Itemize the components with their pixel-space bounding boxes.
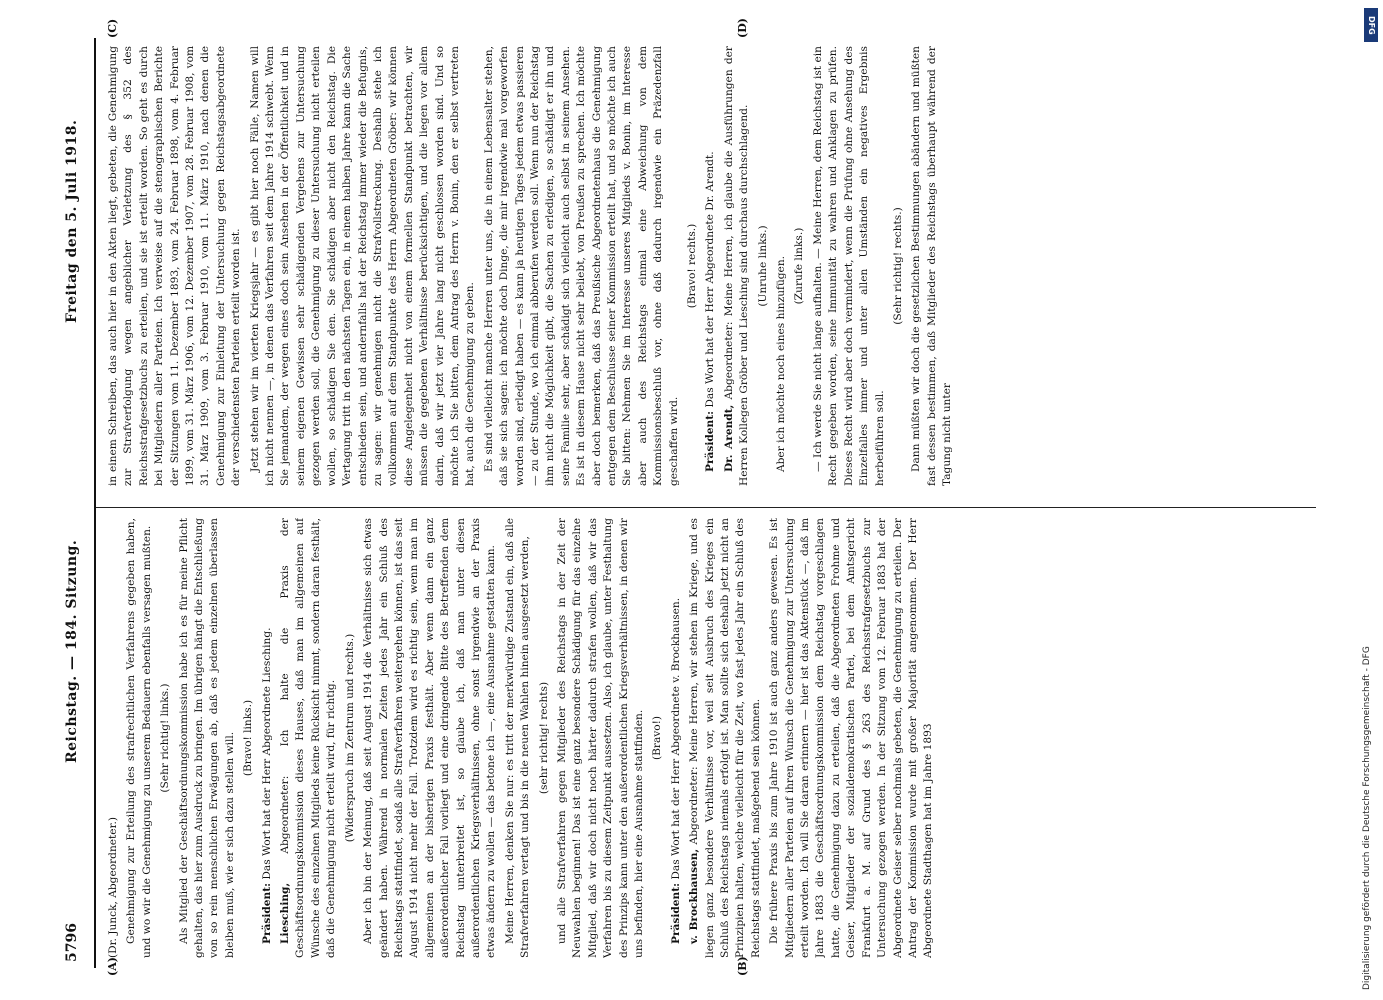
president-statement	[260, 518, 275, 958]
paragraph: in einem Schreiben, das auch hier in den Akten liegt, gebeten, die Genehmigung zur Strafverfolgung wegen angeblicher Verletzung des § 352 des Reichsstrafgesetzbuchs zu erteilen, und sie ist erteilt worden. So geht es durch bei Mitgliedern aller Parteien. Ich verweise auf die stenographischen Berichte der Sitzungen vom 11. Dezember 1893, vom 24. Februar 1898, vom 4. Februar 1899, vom 31. März 1906, vom 12. Dezember 1907, vom 28. Februar 1908, vom 31. März 1909, vom 3. Februar 1910, vom 11. März 1910, nach denen die Genehmigung zur Einleitung der Untersuchung gegen Reichstagsabgeordnete der verschiedensten Parteien erteilt worden ist.	[107, 46, 243, 486]
interjection: (Bravo! rechts.)	[686, 223, 699, 309]
speaker-label: Präsident:	[669, 882, 682, 944]
margin-marker-d: (D)	[736, 18, 749, 38]
interjection: (Sehr richtig! rechts.)	[891, 207, 904, 325]
margin-marker-a: (A)	[106, 957, 119, 976]
digitization-credit: Digitalisierung gefördert durch die Deutsche Forschungsgemeinschaft - DFG	[1362, 646, 1372, 990]
page-number: 5796	[64, 923, 80, 962]
paragraph: Aber ich bin der Meinung, daß seit August 1914 die Verhältnisse sich etwas geändert haben. Während in normalen Zeiten jedes Jahr ein Schluß des Reichstags stattfindet, sodaß alle Strafverfahren weitergehen können, ist das seit August 1914 nicht mehr der Fall. Trotzdem wird es richtig sein, wenn man im allgemeinen an der bisherigen Praxis festhält. Aber wenn dann ein ganz außerordentlicher Fall vorliegt und eine dringende Bitte des Betreffenden dem Reichstag unterbreitet ist, so glaube ich, daß man unter diesen außerordentlichen Kriegsverhältnissen, ohne sonst irgendwie an der Praxis etwas ändern zu wollen — das betone ich —, eine Ausnahme gestatten kann.	[362, 518, 498, 958]
speech-text: Abgeordneter: Meine Herren, wir stehen im Kriege, und es liegen ganz besondere Verhältnisse vor, weil seit Ausbruch des Krieges ein Schluß des Reichstags niemals erfolgt ist. Man sollte sich deshalb jetzt nicht an Prinzipien halten, welche vielleicht für die Zeit, wo fast jedes Jahr ein Schluß des Reichstags stattfindet, maßgebend sein können.	[688, 518, 762, 958]
paragraph: Die frühere Praxis bis zum Jahre 1910 ist auch ganz anders gewesen. Es ist Mitgliedern aller Parteien auf ihren Wunsch die Genehmigung zur Untersuchung erteilt worden. Ich will Sie daran erinnern — hier ist das Aktenstück —, daß im Jahre 1883 die Geschäftsordnungskommission dem Reichstag vorgeschlagen hatte, die Genehmigung dazu zu erteilen, daß die Abgeordneten Frohme und Geiser, Mitglieder der sozialdemokratischen Partei, bei dem Amtsgericht Frankfurt a. M. auf Grund des § 263 des Reichsstrafgesetzbuchs zur Untersuchung gezogen werden. In der Sitzung vom 12. Februar 1883 hat der Abgeordnete Geiser selber nochmals gebeten, die Genehmigung zu erteilen. Der Antrag der Kommission wurde mit großer Majorität angenommen. Der Herr Abgeordnete Stadthagen hat im Jahre 1893	[768, 518, 935, 958]
column-divider	[96, 507, 1316, 508]
paragraph: Jetzt stehen wir im vierten Kriegsjahr — es gibt hier noch Fälle, Namen will ich nicht nennen —, in denen das Verfahren seit dem Jahre 1914 schwebt. Wenn Sie jemandem, der wegen eines doch sein Ansehen in der Öffentlichkeit und in seinem eigenen Gewissen sehr schädigenden Vergehens zur Untersuchung gezogen werden soll, die Genehmigung zu dieser Untersuchung nicht erteilen wollen, so schädigen Sie den. Sie schädigen aber nicht den Reichstag. Die Vertagung tritt in den nächsten Tagen ein, in einem halben Jahre kann die Sache entschieden sein, und andernfalls hat der Reichstag immer wieder die Befugnis, zu sagen: wir genehmigen nicht die Strafvollstreckung. Deshalb stehe ich vollkommen auf dem Standpunkte des Herrn Abgeordneten Gröber: wir können diese Angelegenheit nicht von einem formellen Standpunkt betrachten, wir müssen die gegebenen Verhältnisse berücksichtigen, und die liegen vor allem darin, daß wir jetzt vier Jahre lang nicht geschlossen worden sind. Und so möchte ich Sie bitten, dem Antrag des Herrn v. Bonin, den er selbst vertreten hat, auch die Genehmigung zu geben.	[248, 46, 477, 486]
speaker-name: Liesching,	[279, 882, 292, 944]
interjection: (sehr richtig! rechts)	[537, 681, 550, 795]
right-text-column	[102, 46, 1317, 486]
speaker-label: Präsident:	[260, 882, 273, 944]
speech-paragraph	[278, 518, 340, 958]
speech-paragraph	[722, 46, 753, 486]
paragraph: Dann müßten wir doch die gesetzlichen Bestimmungen abändern und müßten fast dessen bestimmen, daß Mitglieder des Reichstags überhaupt während der Tagung nicht unter	[910, 46, 954, 486]
interjection: (Sehr richtig! links.)	[159, 683, 172, 793]
statement-text: Das Wort hat der Herr Abgeordnete Liesching.	[260, 627, 273, 880]
dfg-logo: DFG	[1364, 8, 1378, 42]
interjection: (Bravo! links.)	[242, 699, 255, 777]
margin-marker-b: (B)	[736, 956, 749, 976]
interjection: (Bravo!)	[651, 715, 664, 761]
margin-marker-c: (C)	[106, 18, 119, 38]
rotated-document-page	[46, 18, 1336, 978]
speaker-name: v. Brockhausen,	[688, 848, 701, 944]
paragraph: — Ich werde Sie nicht lange aufhalten. — Meine Herren, dem Reichstag ist ein Recht gegeben worden, seine Immunität zu wahren und Anklagen zu prüfen. Dieses Recht wird aber doch vermindert, wenn die Prüfung ohne Ansehung des Einzelfalles immer und unter allen Umständen ein negatives Ergebnis herbeiführen soll.	[811, 46, 886, 486]
speaker-label: Präsident:	[704, 410, 717, 472]
paragraph: Genehmigung zur Erteilung des strafrechtlichen Verfahrens gegeben haben, und wo wir die Genehmigung zu unserem Bedauern ebenfalls versagen mußten.	[125, 518, 153, 958]
speech-text: Abgeordneter: Ich halte die Praxis der Geschäftsordnungskommission dieses Hauses, daß man im allgemeinen auf Wünsche des einzelnen Mitglieds keine Rücksicht nimmt, sondern daran festhält, daß die Genehmigung nicht erteilt wird, für richtig.	[279, 518, 338, 958]
speaker-continuation: (Dr. Junck, Abgeordneter.)	[107, 817, 119, 958]
header-right-title: Freitag den 5. Juli 1918.	[64, 119, 80, 323]
statement-text: Das Wort hat der Herr Abgeordnete v. Brockhausen.	[669, 597, 682, 880]
interjection: (Unruhe links.)	[756, 225, 769, 307]
speech-paragraph	[687, 518, 764, 958]
paragraph: Meine Herren, denken Sie nur: es tritt der merkwürdige Zustand ein, daß alle Strafverfahren vertagt und bis in die neuen Wahlen hinein ausgesetzt werden,	[503, 518, 532, 958]
paragraph: Aber ich möchte noch eines hinzufügen.	[775, 255, 788, 472]
speaker-name: Dr. Arendt,	[722, 404, 735, 472]
speech-text: Abgeordneter: Meine Herren, ich glaube die Ausführungen der Herren Kollegen Gröber und Liesching sind durchaus durchschlagend.	[722, 46, 751, 486]
interjection: (Widerspruch im Zentrum und rechts.)	[343, 633, 356, 843]
paragraph: und alle Strafverfahren gegen Mitglieder des Reichstags in der Zeit der Neuwahlen beginnen! Das ist eine ganz besondere Schädigung für das einzelne Mitglied, daß wir doch nicht noch härter dadurch strafen wollen, daß wir das Verfahren bis zu diesem Zeitpunkt aussetzen. Also, ich glaube, unter Festhaltung des Prinzips kann unter den außerordentlichen Kriegsverhältnissen, in denen wir uns befinden, hier eine Ausnahme stattfinden.	[555, 518, 645, 958]
header-left-title: Reichstag. — 184. Sitzung.	[64, 539, 80, 763]
president-statement	[703, 46, 718, 486]
paragraph: Es sind vielleicht manche Herren unter uns, die in einem Lebensalter stehen, daß sie sich sagen: ich möchte doch Dinge, die mir irgendwie mal vorgeworfen worden sind, erledigt haben — es kann ja heutigen Tages jedem etwas passieren — zu der Stunde, wo ich einmal abberufen werden soll. Wenn nun der Reichstag ihm nicht die Möglichkeit gibt, die Sachen zu erledigen, so schädigt er ihn und seine Familie sehr, aber schädigt sich vielleicht auch selbst in seinem Ansehen. Es ist in diesem Hause nicht sehr beliebt, von Preußen zu sprechen. Ich möchte aber doch bemerken, daß das Preußische Abgeordnetenhaus die Genehmigung entgegen dem Beschlusse seiner Kommission erteilt hat, und so möchte ich auch Sie bitten: Nehmen Sie im Interesse unseres Mitglieds v. Bonin, im Interesse aber auch des Reichstags einmal eine Abweichung von dem Kommissionsbeschluß vor, ohne daß dadurch irgendwie ein Präzedenzfall geschaffen wird.	[482, 46, 680, 486]
president-statement	[669, 518, 684, 958]
interjection: (Zurufe links.)	[793, 227, 806, 305]
page-header	[50, 38, 96, 968]
paragraph: Als Mitglied der Geschäftsordnungskommission habe ich es für meine Pflicht gehalten, das hier zum Ausdruck zu bringen. Im übrigen hängt die Entschließung von so rein menschlichen Erwägungen ab, daß es jedem einzelnen überlassen bleiben muß, wie er sich dazu stellen will.	[177, 518, 236, 958]
left-text-column	[102, 518, 1317, 958]
statement-text: Das Wort hat der Herr Abgeordnete Dr. Arendt.	[704, 151, 717, 408]
